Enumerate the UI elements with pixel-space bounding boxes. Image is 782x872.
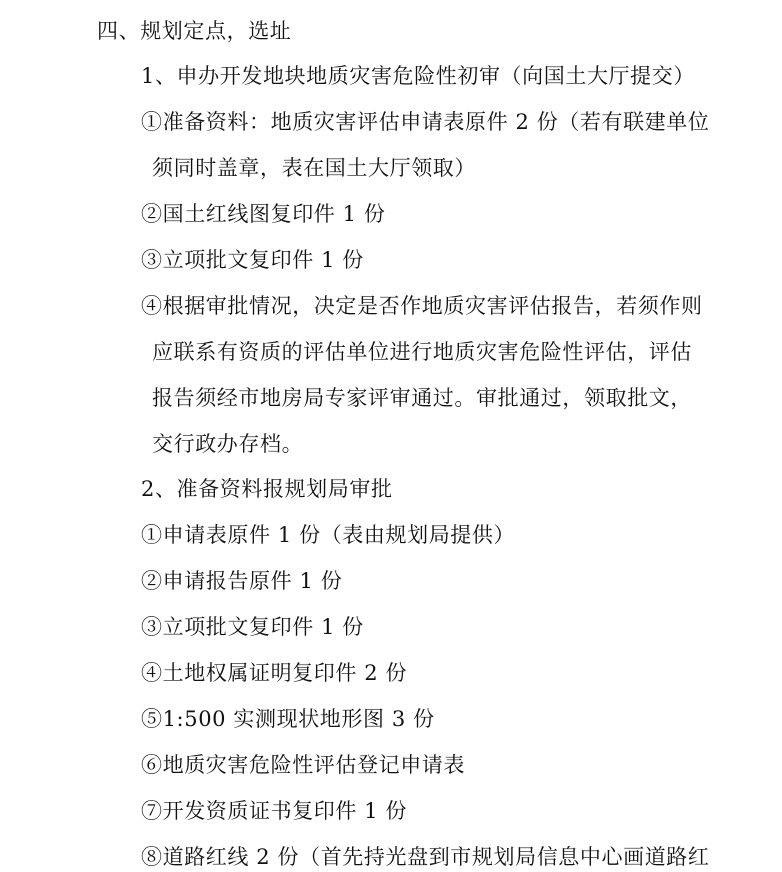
item1-line-5: ④根据审批情况，决定是否作地质灾害评估报告，若须作则 xyxy=(141,294,703,318)
item2-line-5: ⑤1:500 实测现状地形图 3 份 xyxy=(141,707,435,731)
item2-title: 2、准备资料报规划局审批 xyxy=(141,477,393,501)
item2-line-4: ④土地权属证明复印件 2 份 xyxy=(141,661,408,685)
item1-line-4: ③立项批文复印件 1 份 xyxy=(141,248,364,272)
item1-line-3: ②国土红线图复印件 1 份 xyxy=(141,202,386,226)
item2-line-7: ⑦开发资质证书复印件 1 份 xyxy=(141,799,408,823)
item1-line-7: 报告须经市地房局专家评审通过。审批通过，领取批文， xyxy=(152,386,692,410)
section-heading: 四、规划定点，选址 xyxy=(97,19,292,43)
item2-line-3: ③立项批文复印件 1 份 xyxy=(141,615,364,639)
item1-title: 1、申办开发地块地质灾害危险性初审（向国土大厅提交） xyxy=(141,64,695,88)
item1-line-8: 交行政办存档。 xyxy=(152,432,304,456)
item2-line-2: ②申请报告原件 1 份 xyxy=(141,569,343,593)
item2-line-1: ①申请表原件 1 份（表由规划局提供） xyxy=(141,523,516,547)
item2-line-6: ⑥地质灾害危险性评估登记申请表 xyxy=(141,753,465,777)
item1-line-1: ①准备资料：地质灾害评估申请表原件 2 份（若有联建单位 xyxy=(141,110,710,134)
item2-line-8: ⑧道路红线 2 份（首先持光盘到市规划局信息中心画道路红 xyxy=(141,845,710,869)
item1-line-2: 须同时盖章，表在国土大厅领取） xyxy=(152,156,476,180)
item1-line-6: 应联系有资质的评估单位进行地质灾害危险性评估，评估 xyxy=(152,340,692,364)
